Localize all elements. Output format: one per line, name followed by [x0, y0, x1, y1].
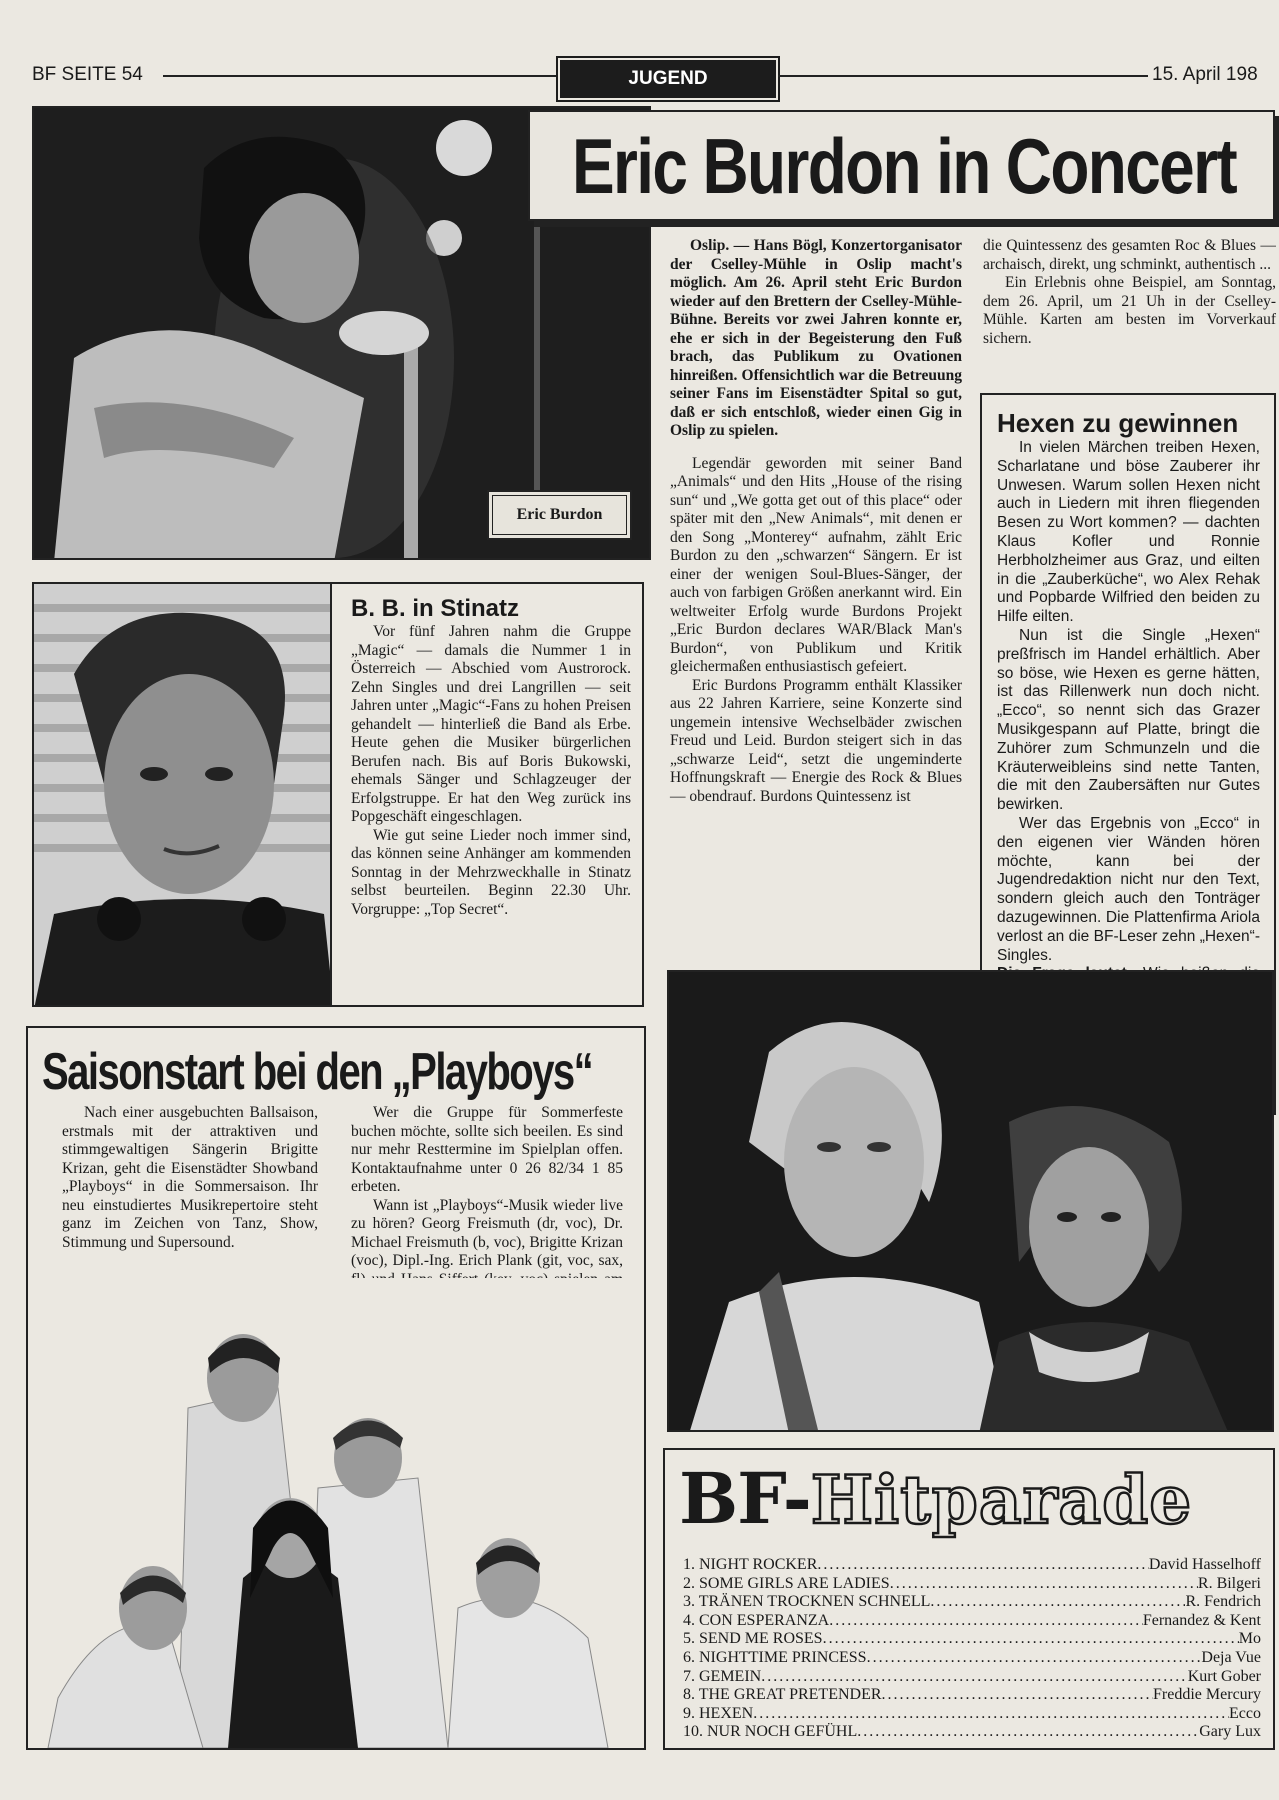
hitparade-entry: 2. SOME GIRLS ARE LADIES ..... R. Bilgeri [683, 1575, 1261, 1594]
playboys-band-photo [28, 1278, 644, 1748]
hexen-paragraph-2: Nun ist die Single „Hexen“ preßfrisch im Handel erhältlich. Aber so böse, wie Hexen es gerne hätten, ist das Rillenwerk nun doch nicht. „Ecco“, so nennt sich das Grazer Musikgespann auf Platte, bringt die Zuhörer zum Schmunzeln und die Kräuterweibleins sind nette Tanten, die mit den Zaubersäften nur Gutes bewirken. [997, 626, 1260, 814]
hitparade-entry: 6. NIGHTTIME PRINCESS ..... Deja Vue [683, 1649, 1261, 1668]
hitparade-box [663, 1448, 1275, 1750]
hitparade-entry: 8. THE GREAT PRETENDER ..... Freddie Mercury [683, 1686, 1261, 1705]
hitparade-title [679, 1458, 1192, 1541]
stinatz-article [332, 582, 644, 1007]
burdon-column-2 [983, 237, 1276, 348]
stinatz-body [351, 623, 631, 919]
burdon-paragraph-2: Legendär geworden mit seiner Band „Animals“ und den Hits „House of the rising sun“ und „We gotta get out of this place“ oder später mit den „New Animals“, mit denen er den Song „Monterey“ aufnahm, zählt Eric Burdon zu den „schwarzen“ Sängern. Er ist einer der wenigen Soul-Blues-Sänger, der auch von farbigen Größen anerkannt wird. Ein weltweiter Erfolg wurde Burdons Projekt „Eric Burdon declares WAR/Black Man's Burdon“, von Publikum und Kritik gleichermaßen enthusiastisch gefeiert. [670, 454, 962, 675]
hitparade-entry: 10. NUR NOCH GEFÜHL ..... Gary Lux [683, 1723, 1261, 1742]
burdon-paragraph-3: Eric Burdons Programm enthält Klassiker aus 22 Jahren Karriere, seine Konzerte sind ungemein intensive Wechselbäder zwischen Freud und Leid. Burdon steigert sich in das „schwarze Leid“, setzt die ungeminderte Hoffnungskraft — Energie des Rock & Blues — obendrauf. Burdons Quintessenz ist [670, 676, 962, 805]
ecco-duo-photo [667, 970, 1274, 1432]
burdon-paragraph-4: die Quintessenz des gesamten Roc & Blues — archaisch, direkt, ung schminkt, authentisch ... [983, 237, 1276, 273]
ecco-duo-photo-art [669, 972, 1274, 1432]
hitparade-entry: 7. GEMEIN ..... Kurt Gober [683, 1668, 1261, 1687]
stinatz-paragraph-2: Wie gut seine Lieder noch immer sind, das können seine Anhänger am kommenden Sonntag in der Mehrzweckhalle in Stinatz selbst beurteilen. Beginn 22.30 Uhr. Vorgruppe: „Top Secret“. [351, 826, 631, 918]
playboys-paragraph-3: Wann ist „Playboys“-Musik wieder live zu hören? Georg Freismuth (dr, voc), Dr. Michael Freismuth (b, voc), Brigitte Krizan (voc), Dipl.-Ing. Erich Plank (git, voc, sax, [351, 1196, 623, 1269]
stinatz-paragraph-1: Vor fünf Jahren nahm die Gruppe „Magic“ — damals die Nummer 1 in Österreich — Abschied vom Austrorock. Zehn Singles und drei Langrillen — seit Jahren unter „Magic“-Fans zu hohen Preisen gehandelt — hinterließ die Band als Erbe. Heute gehen die Musiker bürgerlichen Berufen nach. Bis auf Boris Bukowski, ehemals Sänger und Schlagzeuger der Erfolgstruppe. Er hat den Weg zurück ins Popgeschäft eingeschlagen. [351, 623, 631, 825]
playboys-paragraph-2: Wer die Gruppe für Sommerfeste buchen möchte, sollte sich beeilen. Es sind nur mehr Resttermine im Spielplan offen. Kontaktaufnahme unter 0 26 82/34 1 85 erbeten. [351, 1104, 623, 1195]
header-rule-right [778, 75, 1148, 77]
boris-bukowski-photo [32, 582, 332, 1007]
burdon-lead: Oslip. — Hans Bögl, Konzertorganisator der Cselley-Mühle in Oslip macht's möglich. Am 26. April steht Eric Burdon wieder auf den Brettern der Cselley-Mühle-Bühne. Bereits vor zwei Jahren konnte er, ehe er sich in der Begeisterung den Fuß brach, das Publikum zu Ovationen hinreißen. Offensichtlich war die Betreuung seiner Fans im Eisenstädter Spital so gut, daß er sich entschloß, wieder einen Gig in Oslip zu spielen. [670, 237, 962, 439]
playboys-headline: Saisonstart bei den „Playboys“ [42, 1043, 593, 1101]
burdon-headline-box [528, 110, 1275, 221]
stinatz-title: B. B. in Stinatz [351, 595, 519, 622]
hitparade-title-solid: BF- [679, 1457, 811, 1540]
hitparade-entry: 1. NIGHT ROCKER ..... David Hasselhoff [683, 1556, 1261, 1575]
photo-caption: Eric Burdon [487, 490, 632, 540]
hexen-title: Hexen zu gewinnen [997, 408, 1239, 438]
hexen-paragraph-1: In vielen Märchen treiben Hexen, Scharlatane und böse Zauberer ihr Unwesen. Warum sollen Hexen nicht auch in Liedern mit ihren fliegenden Besen zu Wort kommen? — dachten Klaus Kofler und Ronnie Herbholzheimer aus Graz, und eilten in die „Zauberküche“, wo Alex Rehak und Popbarde Wilfried den beiden zu Hilfe eilten. [997, 439, 1260, 626]
section-label: JUGEND [560, 60, 776, 98]
hitparade-entry: 9. HEXEN ..... Ecco [683, 1705, 1261, 1724]
issue-date: 15. April 198 [1152, 64, 1258, 85]
playboys-article [26, 1026, 646, 1750]
hitparade-title-outline: Hitparade [810, 1461, 1193, 1539]
burdon-headline: Eric Burdon in Concert [572, 122, 1236, 210]
burdon-paragraph-5: Ein Erlebnis ohne Beispiel, am Sonntag, dem 26. April, um 21 Uh in der Cselley-Mühle. Karten am besten im Vorverkauf sichern. [983, 274, 1276, 347]
page-number: BF SEITE 54 [32, 64, 143, 85]
playboys-paragraph-1: Nach einer ausgebuchten Ballsaison, erstmals mit der attraktiven und stimmgewaltigen Sängerin Brigitte Krizan, geht die Eisenstädter Showband „Playboys“ in die Sommersaison. Ihr neu einstudiertes Musikrepertoire steht ganz im Zeichen von Tanz, Show, Stimmung und Supersound. [62, 1104, 318, 1251]
hitparade-entry: 4. CON ESPERANZA ..... Fernandez & Kent [683, 1612, 1261, 1631]
burdon-column-1 [670, 237, 962, 806]
hitparade-entry: 5. SEND ME ROSES ..... Mo [683, 1630, 1261, 1649]
hexen-paragraph-3: Wer das Ergebnis von „Ecco“ in den eigenen vier Wänden hören möchte, kann bei der Jugendredaktion nicht nur den Text, sondern gleich auch den Tonträger dazugewinnen. Die Plattenfirma Ariola verlost an die BF-Leser zehn „Hexen“-Singles. [997, 814, 1260, 964]
playboys-column-1 [62, 1104, 318, 1252]
boris-bukowski-photo-art [34, 584, 332, 1007]
hitparade-list [683, 1556, 1261, 1742]
header-rule-left [163, 75, 556, 77]
hitparade-entry: 3. TRÄNEN TROCKNEN SCHNELL ..... R. Fendrich [683, 1593, 1261, 1612]
